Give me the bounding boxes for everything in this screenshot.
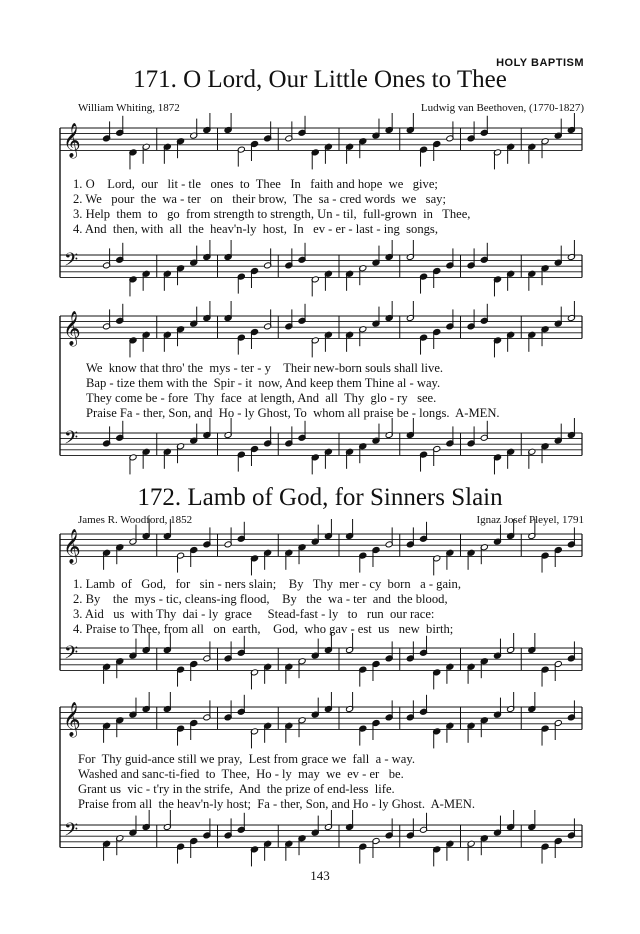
hymn-171-s1-verse-1: 1. O Lord, our lit - tle ones to Thee In faith and hope we give; bbox=[73, 177, 438, 191]
hymn-171-s1-verse-3: 3. Help them to go from strength to strength, Un - til, full-grown in Thee, bbox=[73, 207, 471, 221]
hymn-172-words-credit: James R. Woodford, 1852 bbox=[78, 514, 193, 526]
hymn-171-s2-verse-1: We know that thro' the mys - ter - y Their new-born souls shall live. bbox=[86, 361, 444, 375]
treble-clef-icon: 𝄞 bbox=[63, 311, 81, 346]
hymn-171-s1-verse-2: 2. We pour the wa - ter on their brow, The sa - cred words we say; bbox=[73, 192, 446, 206]
bass-clef-icon: 𝄢 bbox=[64, 643, 79, 668]
hymn-171-title: 171. O Lord, Our Little Ones to Thee bbox=[133, 66, 507, 93]
hymn-171-music-credit: Ludwig van Beethoven, (1770-1827) bbox=[420, 102, 584, 114]
hymn-172-s1-verse-1: 1. Lamb of God, for sin - ners slain; By Thy mer - cy born a - gain, bbox=[73, 577, 462, 591]
treble-clef-icon: 𝄞 bbox=[63, 529, 81, 564]
hymn-172-s2-verse-4: Praise from all the heav'n-ly host; Fa - ther, Son, and Ho - ly Ghost. A-MEN. bbox=[78, 797, 476, 811]
hymn-172-s1-verse-3: 3. Aid us with Thy dai - ly grace Stead-fast - ly to run our race: bbox=[73, 607, 435, 621]
hymn-171-s2-verse-3: They come be - fore Thy face at length, And all Thy glo - ry see. bbox=[86, 391, 437, 405]
hymn-172-title: 172. Lamb of God, for Sinners Slain bbox=[137, 484, 503, 511]
hymn-171-s2-verse-2: Bap - tize them with the Spir - it now, And keep them Thine al - way. bbox=[86, 376, 441, 390]
hymn-171-words-credit: William Whiting, 1872 bbox=[78, 102, 180, 114]
hymn-171-s1-verse-4: 4. And then, with all the heav'n-ly host, In ev - er - last - ing songs, bbox=[73, 222, 438, 236]
page-number: 143 bbox=[310, 868, 330, 883]
bass-clef-icon: 𝄢 bbox=[64, 250, 79, 275]
hymn-172-s2-verse-3: Grant us vic - t'ry in the strife, And the prize of end-less life. bbox=[78, 782, 395, 796]
section-heading: HOLY BAPTISM bbox=[496, 57, 584, 69]
bass-clef-icon: 𝄢 bbox=[64, 428, 79, 453]
hymn-172-s2-verse-1: For Thy guid-ance still we pray, Lest from grace we fall a - way. bbox=[78, 752, 415, 766]
treble-clef-icon: 𝄞 bbox=[63, 702, 81, 737]
treble-clef-icon: 𝄞 bbox=[63, 123, 81, 158]
bass-clef-icon: 𝄢 bbox=[64, 820, 79, 845]
hymn-172-s1-verse-2: 2. By the mys - tic, cleans-ing flood, By the wa - ter and the blood, bbox=[73, 592, 448, 606]
hymn-172-music-credit: Ignaz Josef Pleyel, 1791 bbox=[476, 514, 584, 526]
hymn-171-s2-verse-4: Praise Fa - ther, Son, and Ho - ly Ghost, To whom all praise be - longs. A-MEN. bbox=[86, 406, 500, 420]
hymn-172-s2-verse-2: Washed and sanc-ti-fied to Thee, Ho - ly may we ev - er be. bbox=[78, 767, 404, 781]
hymn-172-s1-verse-4: 4. Praise to Thee, from all on earth, God, who gav - est us new birth; bbox=[73, 622, 454, 636]
